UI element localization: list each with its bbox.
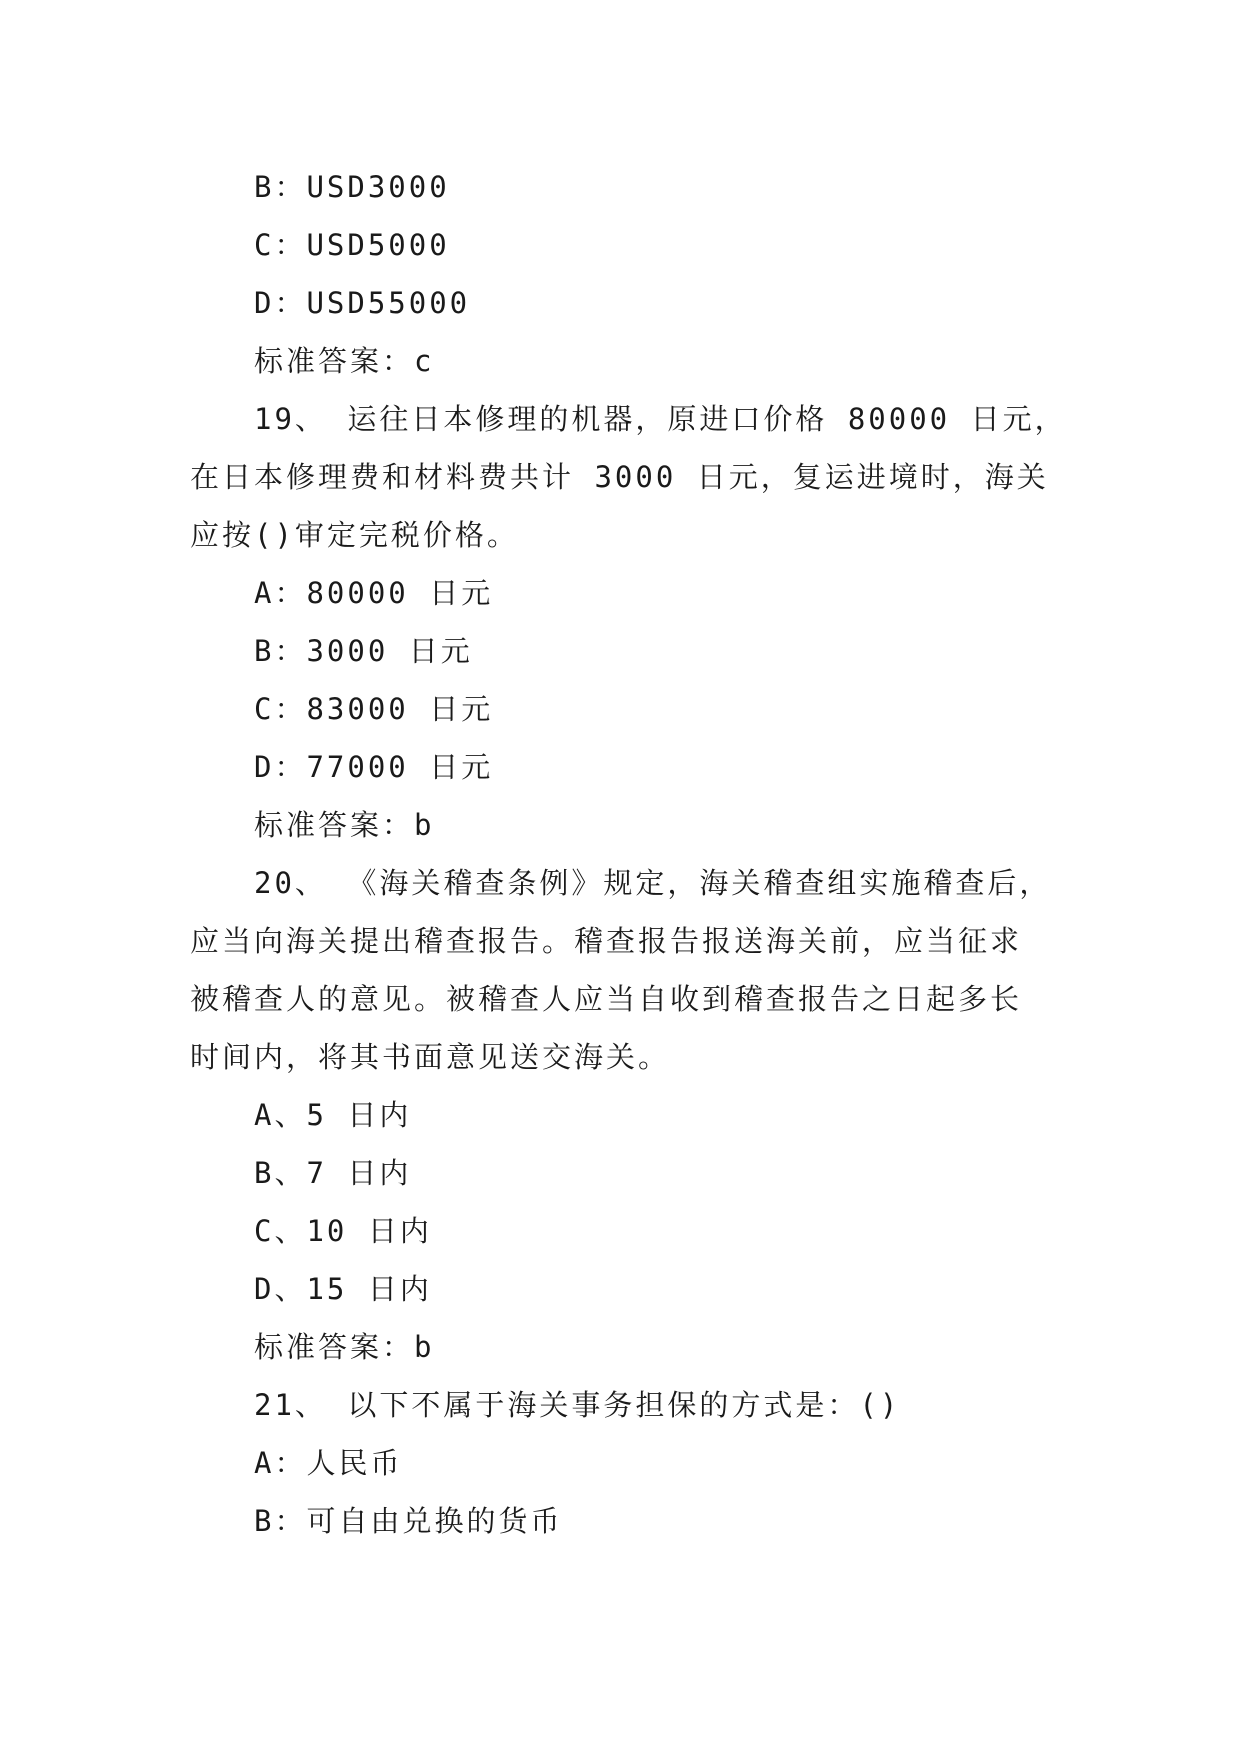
option-d: D：77000 日元 xyxy=(254,750,494,784)
option-b: B：USD3000 xyxy=(254,170,450,204)
question-stem: 21、 以下不属于海关事务担保的方式是：() xyxy=(254,1388,901,1422)
question-stem xyxy=(190,854,1060,1086)
question-stem xyxy=(190,390,1067,564)
option-b: B：3000 日元 xyxy=(254,634,473,668)
stem-line: 应按()审定完税价格。 xyxy=(190,518,519,552)
option-b: B：可自由兑换的货币 xyxy=(254,1504,563,1538)
stem-line: 应当向海关提出稽查报告。稽查报告报送海关前，应当征求 xyxy=(190,924,1023,958)
document-body xyxy=(190,158,1067,1550)
question-19 xyxy=(190,390,1067,854)
option-a: A、5 日内 xyxy=(254,1098,412,1132)
option-a: A：80000 日元 xyxy=(254,576,494,610)
standard-answer: 标准答案：c xyxy=(254,344,435,378)
stem-line: 时间内，将其书面意见送交海关。 xyxy=(190,1040,671,1074)
question-21 xyxy=(190,1376,1060,1550)
option-c: C：83000 日元 xyxy=(254,692,494,726)
standard-answer: 标准答案：b xyxy=(254,1330,435,1364)
option-a: A：人民币 xyxy=(254,1446,403,1480)
option-d: D：USD55000 xyxy=(254,286,471,320)
standard-answer: 标准答案：b xyxy=(254,808,435,842)
option-c: C：USD5000 xyxy=(254,228,450,262)
stem-line: 被稽查人的意见。被稽查人应当自收到稽查报告之日起多长 xyxy=(190,982,1023,1016)
option-b: B、7 日内 xyxy=(254,1156,412,1190)
option-d: D、15 日内 xyxy=(254,1272,432,1306)
question-18-tail xyxy=(190,158,1060,390)
stem-line: 19、 运往日本修理的机器，原进口价格 80000 日元， xyxy=(254,402,1067,436)
question-20 xyxy=(190,854,1060,1376)
option-c: C、10 日内 xyxy=(254,1214,432,1248)
stem-line: 在日本修理费和材料费共计 3000 日元，复运进境时，海关 xyxy=(190,460,1049,494)
stem-line: 20、 《海关稽查条例》规定，海关稽查组实施稽查后， xyxy=(254,866,1052,900)
